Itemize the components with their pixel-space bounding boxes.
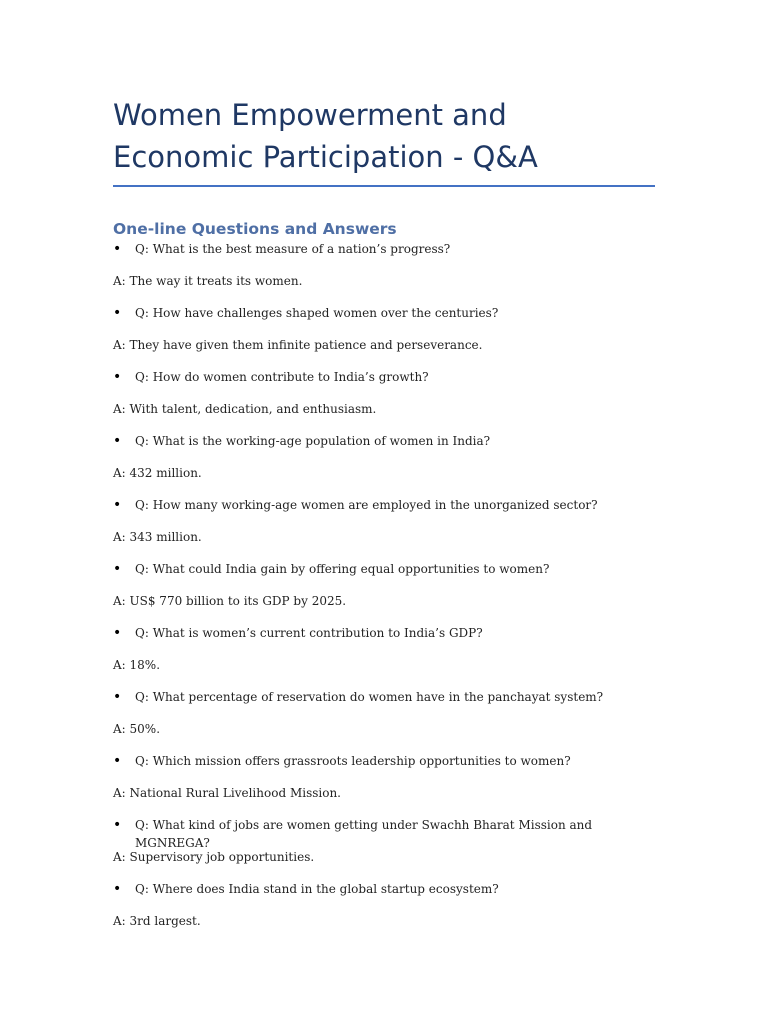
answer-text: A: National Rural Livelihood Mission. — [113, 786, 341, 800]
bullet-icon: • — [113, 689, 122, 705]
qa-item — [113, 496, 655, 546]
bullet-icon: • — [113, 561, 122, 577]
qa-list — [113, 240, 655, 930]
qa-item — [113, 304, 655, 354]
answer-text: A: 343 million. — [113, 530, 202, 544]
qa-item — [113, 624, 655, 674]
bullet-icon: • — [113, 753, 122, 769]
qa-item — [113, 560, 655, 610]
question-text: Q: What is women’s current contribution to India’s GDP? — [135, 626, 483, 640]
qa-item — [113, 752, 655, 802]
answer-text: A: With talent, dedication, and enthusiasm. — [113, 402, 377, 416]
answer-text: A: 432 million. — [113, 466, 202, 480]
section-heading: One-line Questions and Answers — [113, 220, 397, 238]
qa-item — [113, 368, 655, 418]
answer-text: A: Supervisory job opportunities. — [113, 850, 315, 864]
bullet-icon: • — [113, 497, 122, 513]
answer-text: A: 18%. — [113, 658, 161, 672]
answer-text: A: 50%. — [113, 722, 161, 736]
question-line — [113, 304, 655, 322]
question-line — [113, 816, 655, 850]
question-line — [113, 496, 655, 514]
question-line — [113, 432, 655, 450]
question-text: Q: What could India gain by offering equal opportunities to women? — [135, 562, 550, 576]
qa-item — [113, 432, 655, 482]
qa-item — [113, 688, 655, 738]
bullet-icon: • — [113, 433, 122, 449]
bullet-icon: • — [113, 305, 122, 321]
question-line — [113, 688, 655, 706]
document-page — [113, 94, 655, 944]
bullet-icon: • — [113, 817, 122, 833]
question-line — [113, 752, 655, 770]
bullet-icon: • — [113, 241, 122, 257]
answer-text: A: 3rd largest. — [113, 914, 201, 928]
question-text: Q: How do women contribute to India’s growth? — [135, 370, 429, 384]
bullet-icon: • — [113, 881, 122, 897]
question-text: Q: How have challenges shaped women over the centuries? — [135, 306, 499, 320]
question-line — [113, 240, 655, 258]
answer-text: A: The way it treats its women. — [113, 274, 303, 288]
bullet-icon: • — [113, 625, 122, 641]
question-text: Q: Which mission offers grassroots leadership opportunities to women? — [135, 754, 571, 768]
question-line — [113, 560, 655, 578]
question-text: Q: How many working-age women are employed in the unorganized sector? — [135, 498, 598, 512]
answer-text: A: They have given them infinite patience and perseverance. — [113, 338, 483, 352]
question-line — [113, 624, 655, 642]
answer-text: A: US$ 770 billion to its GDP by 2025. — [113, 594, 347, 608]
question-line — [113, 880, 655, 898]
document-title: Women Empowerment and Economic Participation - Q&A — [113, 98, 538, 174]
question-line — [113, 368, 655, 386]
qa-item — [113, 816, 655, 866]
qa-item — [113, 880, 655, 930]
title-underline — [113, 185, 655, 187]
question-text: Q: Where does India stand in the global startup ecosystem? — [135, 882, 499, 896]
bullet-icon: • — [113, 369, 122, 385]
question-text: Q: What percentage of reservation do women have in the panchayat system? — [135, 690, 604, 704]
question-text: Q: What kind of jobs are women getting under Swachh Bharat Mission and MGNREGA? — [135, 818, 593, 850]
question-text: Q: What is the best measure of a nation’s progress? — [135, 242, 451, 256]
question-text: Q: What is the working-age population of women in India? — [135, 434, 491, 448]
qa-item — [113, 240, 655, 290]
